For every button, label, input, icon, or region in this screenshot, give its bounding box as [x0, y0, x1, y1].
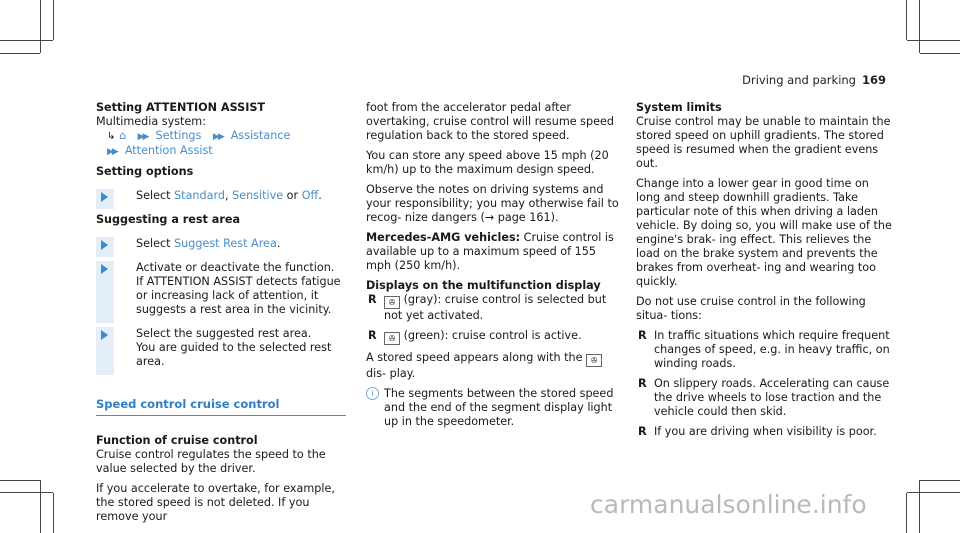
step-select-suggested [96, 327, 346, 369]
list-text: (green): cruise control is active. [403, 329, 582, 342]
list-item [636, 329, 892, 371]
step-select-option [96, 189, 346, 203]
running-title: Driving and parking [742, 73, 856, 87]
bullet-marker: R [638, 329, 647, 342]
paragraph: You can store any speed above 15 mph (20 km/h) up to the maximum design speed. [366, 149, 609, 176]
step-suggest-rest-area [96, 237, 346, 251]
paragraph: foot from the accelerator pedal after overtaking, cruise control will resume speed regulation back to the stored speed. [366, 101, 614, 142]
bullet-marker: R [368, 293, 377, 306]
crop-mark [920, 53, 960, 54]
list-item [366, 293, 622, 323]
crop-mark [919, 0, 920, 53]
bullet-marker: R [638, 425, 647, 438]
column-middle [366, 101, 622, 429]
step-text: , [224, 189, 233, 202]
paragraph-text: Cruise control is available up to a maximum speed of 155 mph (250 km/h). [366, 231, 614, 272]
paragraph: Cruise control may be unable to maintain the stored speed on uphill gradients. The stored speed is resumed when the gradient evens out. [636, 115, 891, 170]
paragraph-text: dis- play. [366, 367, 416, 380]
paragraph-text: A stored speed appears along with the [366, 351, 587, 364]
menu-attention-assist[interactable]: Attention Assist [124, 144, 213, 157]
column-right [636, 101, 892, 445]
watermark: carmanualsonline.info [590, 490, 867, 519]
crop-mark [906, 0, 907, 40]
crop-mark [53, 493, 54, 533]
option-sensitive[interactable]: Sensitive [232, 189, 284, 202]
section-title: Speed control cruise control [96, 397, 346, 416]
step-text: Select [136, 189, 175, 202]
step-text: . [276, 237, 281, 250]
heading-setting-attention-assist: Setting ATTENTION ASSIST [96, 101, 266, 114]
page-header [742, 73, 886, 87]
option-suggest-rest-area[interactable]: Suggest Rest Area [174, 237, 277, 250]
bullet-marker: R [368, 329, 377, 342]
cruise-control-icon: ✇ [586, 354, 602, 367]
list-text: (gray): cruise control is selected but not yet activated. [384, 293, 607, 322]
list-item [636, 425, 892, 439]
double-chevron-icon: ▶▶ [107, 147, 117, 157]
crop-mark [40, 0, 41, 53]
paragraph: Cruise control regulates the speed to the value selected by the driver. [96, 448, 326, 475]
step-arrow-icon [101, 330, 108, 340]
paragraph-amg [366, 231, 622, 273]
paragraph: If you accelerate to overtake, for example, the stored speed is not deleted. If you remove your [96, 482, 335, 523]
list-item [366, 329, 622, 345]
crop-mark [906, 493, 907, 533]
list-text: If you are driving when visibility is poor. [654, 425, 877, 438]
step-text: . [318, 189, 322, 202]
step-text: Select [136, 237, 175, 250]
crop-mark [907, 40, 960, 41]
step-activate [96, 261, 346, 317]
paragraph: Do not use cruise control in the following situa- tions: [636, 295, 866, 322]
multimedia-label: Multimedia system: [96, 115, 206, 128]
note-text: The segments between the stored speed and the end of the segment display light up in the speedometer. [384, 387, 614, 428]
return-arrow-icon: ↳ [107, 131, 116, 142]
menu-path [96, 129, 346, 144]
step-text: If ATTENTION ASSIST detects fatigue or increasing lack of attention, it suggests a rest area in the vicinity. [136, 275, 341, 316]
crop-mark [53, 0, 54, 40]
info-note [366, 387, 622, 429]
list-text: On slippery roads. Accelerating can cause the drive wheels to lose traction and the vehicle could then skid. [654, 377, 890, 418]
step-text: Activate or deactivate the function. [136, 261, 335, 274]
paragraph: Observe the notes on driving systems and your responsibility; you may otherwise fail to recog- nize dangers (→ page 161). [366, 183, 619, 224]
menu-settings[interactable]: Settings [155, 129, 202, 142]
bullet-marker: R [638, 377, 647, 390]
heading-displays: Displays on the multifunction display [366, 279, 601, 292]
menu-path-2 [96, 144, 346, 159]
crop-mark [919, 480, 920, 533]
paragraph [366, 351, 622, 381]
crop-mark [0, 40, 53, 41]
crop-mark [907, 492, 960, 493]
step-text: or [283, 189, 302, 202]
cruise-control-icon: ✇ [384, 332, 400, 345]
page-number: 169 [861, 73, 886, 87]
crop-mark [0, 480, 40, 481]
heading-function-cruise-control: Function of cruise control [96, 434, 258, 447]
list-item [636, 377, 892, 419]
menu-assistance[interactable]: Assistance [230, 129, 291, 142]
option-standard[interactable]: Standard [174, 189, 225, 202]
column-left [96, 101, 346, 530]
cruise-control-icon: ✇ [384, 296, 400, 309]
option-off[interactable]: Off [301, 189, 319, 202]
double-chevron-icon: ▶▶ [212, 132, 223, 142]
paragraph: Change into a lower gear in good time on long and steep downhill gradients. Take particular note of this when driving a laden vehicle. By doing so, you will make use of the engine's brak- ing effect. This relieves the load on the brake system and prevents the brakes from overheat- ing and wearing too quickly. [636, 177, 892, 288]
heading-system-limits: System limits [636, 101, 722, 114]
crop-mark [0, 53, 40, 54]
info-icon: i [366, 387, 379, 400]
list-text: In traffic situations which require frequent changes of speed, e.g. in heavy traffic, on winding roads. [654, 329, 890, 370]
crop-mark [0, 492, 53, 493]
step-arrow-icon [101, 264, 108, 274]
home-icon[interactable]: ⌂ [118, 129, 127, 142]
step-text: Select the suggested rest area. [136, 327, 312, 340]
amg-label: Mercedes-AMG vehicles: [366, 231, 521, 244]
step-arrow-icon [101, 240, 108, 250]
double-chevron-icon: ▶▶ [137, 132, 148, 142]
step-text: You are guided to the selected rest area. [136, 341, 332, 368]
crop-mark [920, 480, 960, 481]
step-arrow-icon [101, 192, 108, 202]
heading-setting-options: Setting options [96, 165, 194, 178]
crop-mark [40, 480, 41, 533]
heading-suggesting-rest-area: Suggesting a rest area [96, 213, 240, 226]
